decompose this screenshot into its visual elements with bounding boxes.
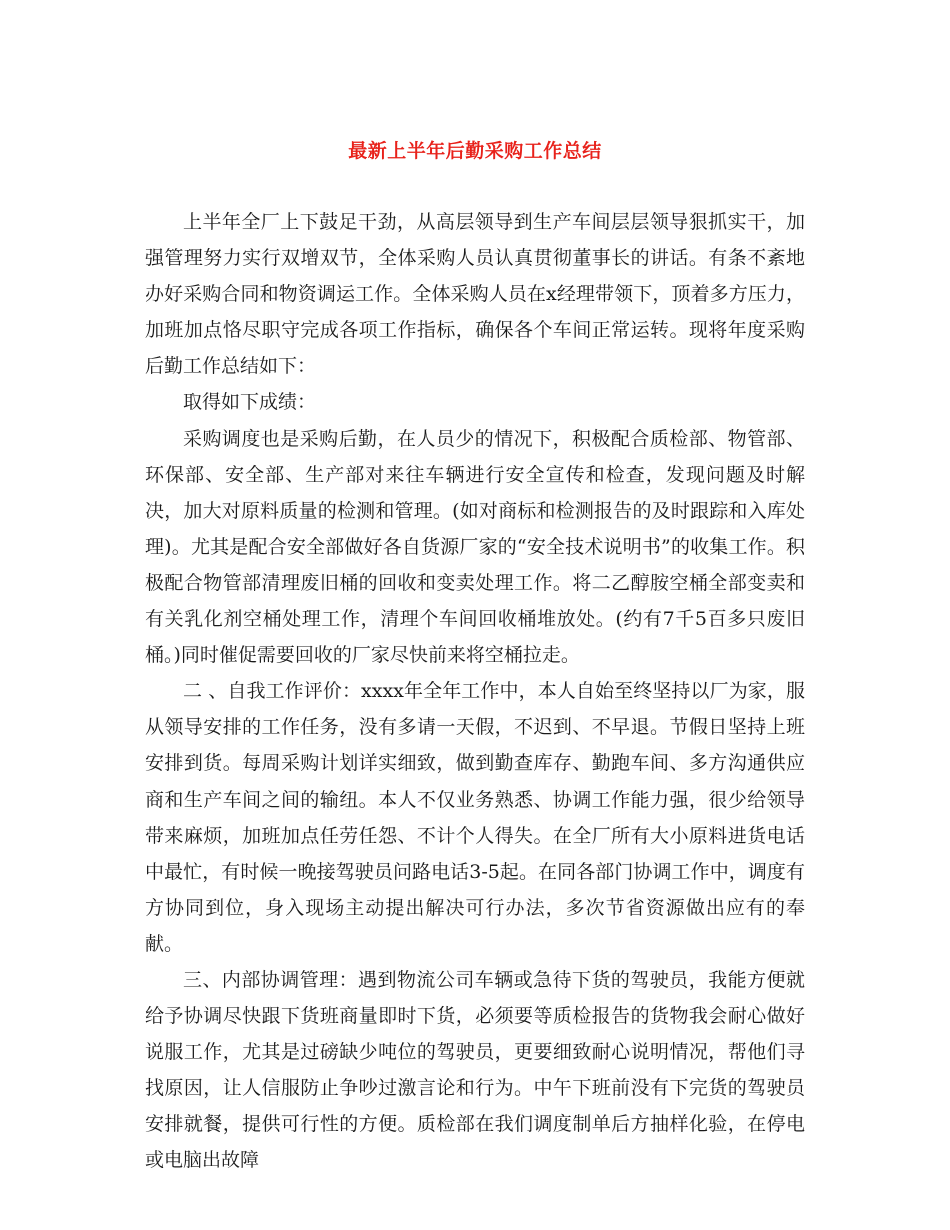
document-title: 最新上半年后勤采购工作总结 (348, 140, 602, 162)
paragraph-achievements-heading: 取得如下成绩： (183, 391, 317, 414)
paragraph-intro: 上半年全厂上下鼓足干劲，从高层领导到生产车间层层领导狠抓实干，加强管理努力实行双增双节，全体采购人员认真贯彻董事长的讲话。有条不紊地办好采购合同和物资调运工作。全体采购人员在x经理带领下，顶着多方压力，加班加点恪尽职守完成各项工作指标，确保各个车间正常运转。现将年度采购后勤工作总结如下： (145, 211, 805, 378)
paragraph-self-evaluation: 二 、自我工作评价：xxxx年全年工作中，本人自始至终坚持以厂为家，服从领导安排的工作任务，没有多请一天假，不迟到、不早退。节假日坚持上班安排到货。每周采购计划详实细致，做到勤查库存、勤跑车间、多方沟通供应商和生产车间之间的输纽。本人不仅业务熟悉、协调工作能力强，很少给领导带来麻烦，加班加点任劳任怨、不计个人得失。在全厂所有大小原料进货电话中最忙，有时候一晚接驾驶员问路电话3-5起。在同各部门协调工作中，调度有方协同到位，身入现场主动提出解决可行办法，多次节省资源做出应有的奉献。 (145, 680, 805, 955)
paragraph-internal-coordination: 三、内部协调管理：遇到物流公司车辆或急待下货的驾驶员，我能方便就给予协调尽快跟下货班商量即时下货，必须要等质检报告的货物我会耐心做好说服工作，尤其是过磅缺少吨位的驾驶员，更要细致耐心说明情况，帮他们寻找原因，让人信服防止争吵过激言论和行为。中午下班前没有下完货的驾驶员安排就餐，提供可行性的方便。质检部在我们调度制单后方抽样化验，在停电或电脑出故障 (145, 968, 805, 1172)
paragraph-procurement-dispatch: 采购调度也是采购后勤，在人员少的情况下，积极配合质检部、物管部、环保部、安全部、生产部对来往车辆进行安全宣传和检查，发现问题及时解决，加大对原料质量的检测和管理。(如对商标和检测报告的及时跟踪和入库处理)。尤其是配合安全部做好各自货源厂家的“安全技术说明书”的收集工作。积极配合物管部清理废旧桶的回收和变卖处理工作。将二乙醇胺空桶全部变卖和有关乳化剂空桶处理工作，清理个车间回收桶堆放处。(约有7千5百多只废旧桶。)同时催促需要回收的厂家尽快前来将空桶拉走。 (145, 427, 805, 667)
document-body (145, 204, 805, 1179)
